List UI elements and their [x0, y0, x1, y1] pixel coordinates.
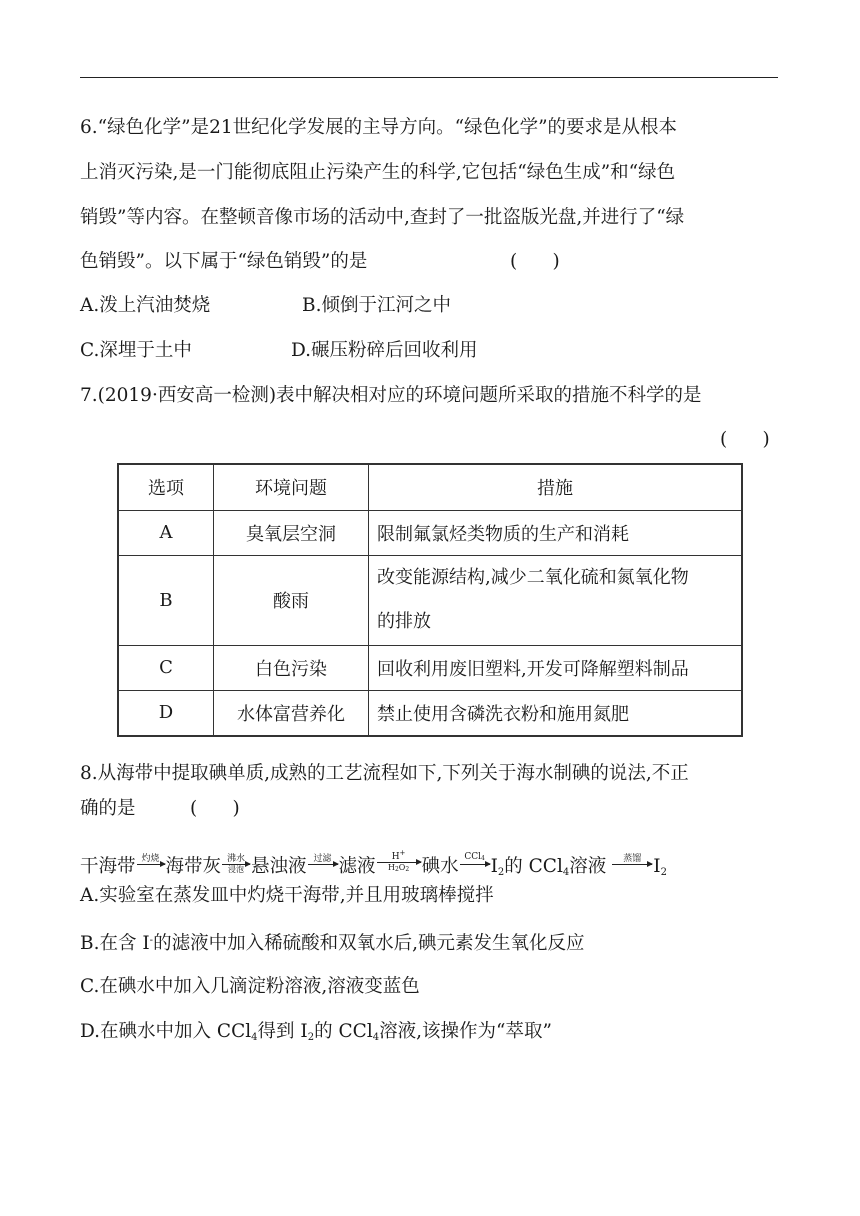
- flow-step-iodine-ccl4-solution: $I_2$的 CCl$_4$溶液: [490, 856, 607, 878]
- q6-option-a: A.泼上汽油焚烧: [80, 295, 211, 316]
- row-option: C: [118, 645, 214, 690]
- row-measure: [369, 555, 743, 645]
- table-row: [118, 690, 742, 736]
- q8-answer-paren: ( ): [190, 798, 240, 819]
- flow-arrow-icon: 沸水 浸泡: [222, 854, 250, 874]
- flow-arrow-icon: 灼烧: [137, 854, 165, 874]
- flow-arrow-icon: H+ $H_2O_2$: [377, 848, 421, 874]
- flow-step-iodine-water: 碘水: [421, 856, 459, 877]
- q8-option-b: B.在含 I-的滤液中加入稀硫酸和双氧水后,碘元素发生氧化反应: [80, 933, 585, 954]
- row-problem: 白色污染: [214, 645, 369, 690]
- table-row: [118, 645, 742, 690]
- row-option: B: [118, 555, 214, 645]
- row-problem: 臭氧层空洞: [214, 510, 369, 555]
- environment-table: [117, 463, 743, 737]
- flow-step-kelp-ash: 海带灰: [165, 856, 222, 877]
- table-row: [118, 510, 742, 555]
- q6-option-c: C.深埋于土中: [80, 340, 192, 361]
- process-flow: [80, 838, 667, 878]
- row-measure: 限制氟氯烃类物质的生产和消耗: [369, 510, 743, 555]
- q7-answer-paren: ( ): [720, 429, 770, 450]
- q8-option-a: A.实验室在蒸发皿中灼烧干海带,并且用玻璃棒搅拌: [80, 885, 494, 906]
- q6-line-2: 上消灭污染,是一门能彻底阻止污染产生的科学,它包括“绿色生成”和“绿色: [80, 162, 676, 183]
- table-row: [118, 555, 742, 645]
- row-measure-line-2: 的排放: [377, 611, 431, 632]
- flow-arrow-icon: 过滤: [308, 854, 338, 874]
- q8-line-2: 确的是: [80, 798, 136, 819]
- header-problem: 环境问题: [214, 464, 369, 510]
- row-option: A: [118, 510, 214, 555]
- row-option: D: [118, 690, 214, 736]
- row-measure: 禁止使用含磷洗衣粉和施用氮肥: [369, 690, 743, 736]
- row-measure: 回收利用废旧塑料,开发可降解塑料制品: [369, 645, 743, 690]
- q6-line-4: 色销毁”。以下属于“绿色销毁”的是: [80, 251, 368, 272]
- flow-arrow-icon: CCl$_4$: [460, 852, 490, 874]
- q6-answer-paren: ( ): [510, 251, 560, 272]
- header-option: 选项: [118, 464, 214, 510]
- row-problem: 酸雨: [214, 555, 369, 645]
- q6-option-d: D.碾压粉碎后回收利用: [291, 340, 478, 361]
- flow-step-suspension: 悬浊液: [251, 856, 307, 877]
- q6-option-b: B.倾倒于江河之中: [302, 295, 451, 316]
- row-measure-line-1: 改变能源结构,减少二氧化硫和氮氧化物: [377, 567, 689, 588]
- header-rule: [80, 77, 778, 78]
- flow-step-iodine: $I_2$: [653, 856, 667, 878]
- header-measure: 措施: [369, 464, 743, 510]
- q7-stem: 7.(2019·西安高一检测)表中解决相对应的环境问题所采取的措施不科学的是: [80, 385, 702, 406]
- q8-option-d: D.在碘水中加入 CCl$_4$得到 $I_2$的 CCl$_4$溶液,该操作为“萃取”: [80, 1021, 552, 1043]
- flow-arrow-icon: 蒸馏: [612, 854, 652, 874]
- q8-line-1: 8.从海带中提取碘单质,成熟的工艺流程如下,下列关于海水制碘的说法,不正: [80, 763, 689, 784]
- q6-line-3: 销毁”等内容。在整顿音像市场的活动中,查封了一批盗版光盘,并进行了“绿: [80, 207, 685, 228]
- q6-line-1: 6.“绿色化学”是21世纪化学发展的主导方向。“绿色化学”的要求是从根本: [80, 117, 678, 138]
- row-problem: 水体富营养化: [214, 690, 369, 736]
- table-header-row: [118, 464, 742, 510]
- q8-option-c: C.在碘水中加入几滴淀粉溶液,溶液变蓝色: [80, 976, 420, 997]
- flow-step-filtrate: 滤液: [338, 856, 376, 877]
- flow-step-dried-kelp: 干海带: [80, 856, 136, 877]
